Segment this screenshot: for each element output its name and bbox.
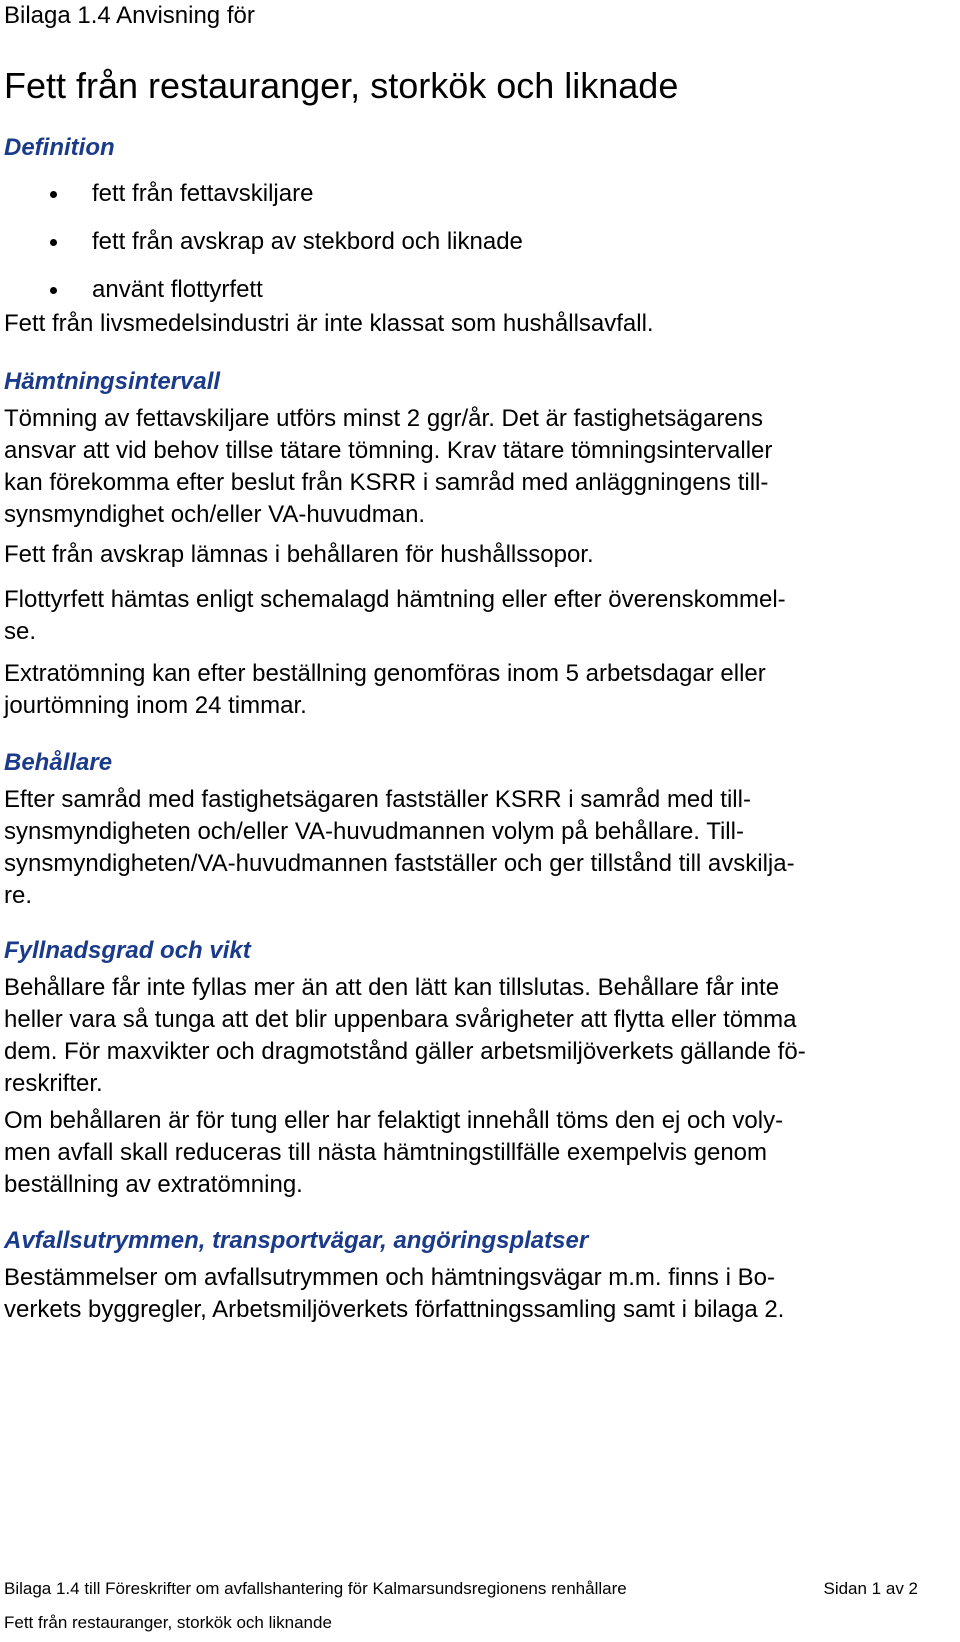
- heading-fyllnadsgrad: Fyllnadsgrad och vikt: [4, 937, 251, 964]
- paragraph: Bestämmelser om avfallsutrymmen och hämtningsvägar m.m. finns i Bo- verkets byggregler, Arbetsmiljöverkets författningssamling samt i bilaga 2.: [4, 1264, 785, 1323]
- list-item: använt flottyrfett: [4, 266, 523, 314]
- heading-behallare: Behållare: [4, 749, 113, 776]
- footer-text: Bilaga 1.4 till Föreskrifter om avfallshantering för Kalmarsundsregionens renhållare: [4, 1579, 627, 1598]
- heading-definition: Definition: [4, 134, 115, 161]
- heading-hamtningsintervall: Hämtningsintervall: [4, 368, 221, 395]
- paragraph: Fett från avskrap lämnas i behållaren för hushållssopor.: [4, 541, 594, 568]
- paragraph: Extratömning kan efter beställning genomföras inom 5 arbetsdagar eller jourtömning inom 24 timmar.: [4, 660, 766, 719]
- list-item: fett från fettavskiljare: [4, 170, 523, 218]
- paragraph: Efter samråd med fastighetsägaren fastställer KSRR i samråd med till- synsmyndigheten och/eller VA-huvudmannen volym på behållare. Till- synsmyndigheten/VA-huvudmannen fastställer och ger tillstånd till avskilja- re.: [4, 786, 795, 909]
- paragraph: Behållare får inte fyllas mer än att den lätt kan tillslutas. Behållare får inte heller vara så tunga att det blir uppenbara svårigheter att flytta eller tömma dem. För maxvikter och dragmotstånd gäller arbetsmiljöverkets gällande fö- reskrifter.: [4, 974, 806, 1097]
- definition-note: Fett från livsmedelsindustri är inte klassat som hushållsavfall.: [4, 310, 654, 337]
- appendix-label: Bilaga 1.4 Anvisning för: [4, 2, 255, 29]
- page-number: Sidan 1 av 2: [823, 1579, 918, 1598]
- paragraph: Flottyrfett hämtas enligt schemalagd hämtning eller efter överenskommel- se.: [4, 586, 786, 645]
- heading-avfallsutrymmen: Avfallsutrymmen, transportvägar, angöringsplatser: [4, 1227, 589, 1254]
- list-item: fett från avskrap av stekbord och liknade: [4, 218, 523, 266]
- footer-subtitle: Fett från restauranger, storkök och liknande: [4, 1613, 332, 1632]
- paragraph: Om behållaren är för tung eller har felaktigt innehåll töms den ej och voly- men avfall skall reduceras till nästa hämtningstillfälle exempelvis genom beställning av extratömning.: [4, 1107, 784, 1198]
- page-title: Fett från restauranger, storkök och liknade: [4, 65, 679, 106]
- bullet-icon: [50, 191, 57, 198]
- definition-list: [4, 170, 523, 314]
- paragraph: Tömning av fettavskiljare utförs minst 2 ggr/år. Det är fastighetsägarens ansvar att vid behov tillse tätare tömning. Krav tätare tömningsintervaller kan förekomma efter beslut från KSRR i samråd med anläggningens till- synsmyndighet och/eller VA-huvudman.: [4, 405, 773, 528]
- bullet-icon: [50, 239, 57, 246]
- bullet-icon: [50, 287, 57, 294]
